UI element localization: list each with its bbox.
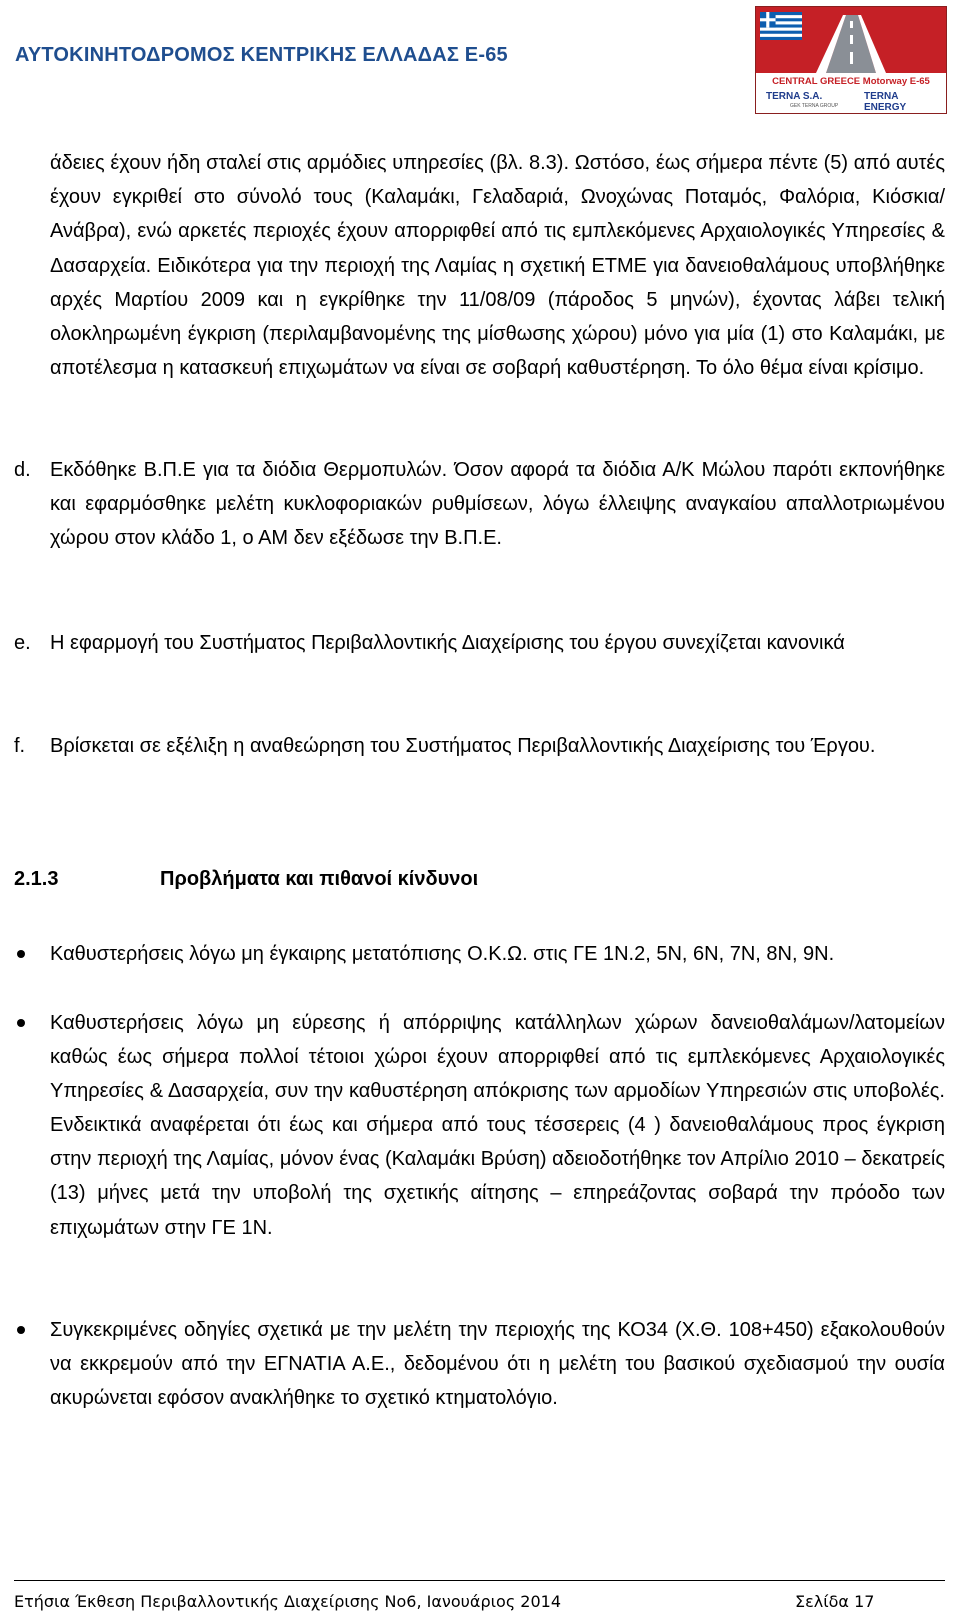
bullet-icon [17, 1326, 25, 1334]
list-item-text: Βρίσκεται σε εξέλιξη η αναθεώρηση του Συστήματος Περιβαλλοντικής Διαχείρισης του Έργου. [50, 735, 876, 757]
section-number: 2.1.3 [14, 868, 59, 890]
document-header-title: ΑΥΤΟΚΙΝΗΤΟΔΡΟΜΟΣ ΚΕΝΤΡΙΚΗΣ ΕΛΛΑΔΑΣ Ε-65 [15, 44, 508, 66]
footer-page-number: Σελίδα 17 [795, 1592, 875, 1611]
greek-flag-icon [760, 11, 802, 41]
footer-document-title: Ετήσια Έκθεση Περιβαλλοντικής Διαχείρισης Νο6, Ιανουάριος 2014 [14, 1592, 562, 1611]
bullet-icon [17, 1019, 25, 1027]
footer-divider [14, 1580, 945, 1581]
logo-road-graphic [756, 7, 946, 73]
list-item-text: Η εφαρμογή του Συστήματος Περιβαλλοντικής Διαχείρισης του έργου συνεχίζεται κανονικά [50, 632, 845, 654]
bullet-text: Συγκεκριμένες οδηγίες σχετικά με την μελέτη την περιοχής της ΚΟ34 (Χ.Θ. 108+450) εξακολουθούν να εκκρεμούν από την ΕΓΝΑΤΙΑ Α.Ε., δεδομένου ότι η μελέτη του βασικού σχεδιασμού την ουσία ακυρώνεται εφόσον ανακλήθηκε το σχετικό κτηματολόγιο. [50, 1319, 945, 1410]
section-title: Προβλήματα και πιθανοί κίνδυνοι [160, 868, 479, 890]
terna-energy-logo-text: TERNA ENERGY [864, 91, 907, 113]
list-item-marker: e. [14, 632, 31, 654]
section-heading [14, 862, 945, 896]
terna-logo-text: TERNA S.A. [766, 91, 823, 102]
list-item-marker: d. [14, 459, 31, 481]
bullet-icon [17, 950, 25, 958]
bullet-text: Καθυστερήσεις λόγω μη έγκαιρης μετατόπισης Ο.Κ.Ω. στις ΓΕ 1Ν.2, 5Ν, 6Ν, 7Ν, 8Ν, 9Ν. [50, 943, 835, 965]
continuation-paragraph: άδειες έχουν ήδη σταλεί στις αρμόδιες υπηρεσίες (βλ. 8.3). Ωστόσο, έως σήμερα πέντε (5) από αυτές έχουν εγκριθεί στο σύνολό τους (Καλαμάκι, Γελαδαριά, Ωνοχώνας Ποταμός, Φαλόρια, Κιόσκια/Ανάβρα), ενώ αρκετές περιοχές έχουν απορριφθεί από τις εμπλεκόμενες Αρχαιολογικές Υπηρεσίες & Δασαρχεία. Ειδικότερα για την περιοχή της Λαμίας η σχετική ΕΤΜΕ για δανειοθαλάμους υποβλήθηκε αρχές Μαρτίου 2009 και η εγκρίθηκε την 11/08/09 (πάροδος 5 μηνών), έχοντας λάβει τελική ολοκληρωμένη έγκριση (περιλαμβανομένης της μίσθωσης χώρου) μόνο για μία (1) στο Καλαμάκι, με αποτέλεσμα η κατασκευή επιχωμάτων να είναι σε σοβαρή καθυστέρηση. Το όλο θέμα είναι κρίσιμο. [50, 152, 945, 380]
motorway-logo [755, 6, 947, 114]
terna-group-text: GEK TERNA GROUP [790, 103, 839, 109]
list-item-text: Εκδόθηκε Β.Π.Ε για τα διόδια Θερμοπυλών. Όσον αφορά τα διόδια Α/Κ Μώλου παρότι εκπονήθηκε και εφαρμόσθηκε μελέτη κυκλοφοριακών ρυθμίσεων, λόγω έλλειψης αναγκαίου απαλλοτριωμένου χώρου στον κλάδο 1, ο ΑΜ δεν εξέδωσε την Β.Π.Ε. [50, 459, 945, 550]
logo-caption: CENTRAL GREECE Motorway E-65 [772, 76, 930, 87]
bullet-text: Καθυστερήσεις λόγω μη εύρεσης ή απόρριψης κατάλληλων χώρων δανειοθαλάμων/λατομείων καθώς έως σήμερα πολλοί τέτοιοι χώροι έχουν απορριφθεί από τις εμπλεκόμενες Αρχαιολογικές Υπηρεσίες & Δασαρχεία, συν την καθυστέρηση απόκρισης των αρμοδίων Υπηρεσιών στις υποβολές. Ενδεικτικά αναφέρεται ότι έως και σήμερα από τους τέσσερεις (4 ) δανειοθαλάμους προς έγκριση στην περιοχή της Λαμίας, μόνον ένας (Καλαμάκι Βρύση) αδειοδοτήθηκε τον Απρίλιο 2010 – δεκατρείς (13) μήνες μετά την υποβολή της σχετικής αίτησης – επηρεάζοντας σοβαρά την πρόοδο των επιχωμάτων στην ΓΕ 1Ν. [50, 1012, 945, 1239]
list-item-marker: f. [14, 735, 26, 757]
logo-sponsors [760, 89, 942, 113]
